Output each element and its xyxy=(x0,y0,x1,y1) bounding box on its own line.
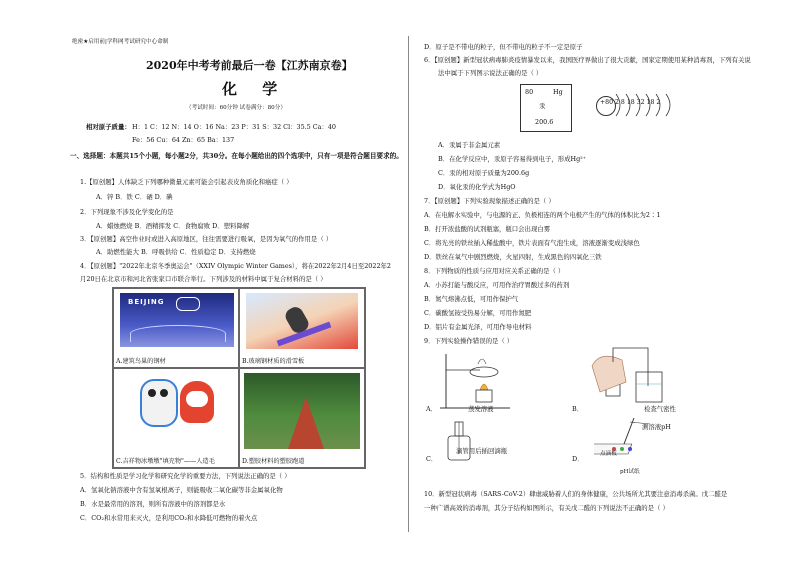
airtightness-apparatus-icon xyxy=(586,342,676,408)
q7-option-d: D．铁丝在氧气中剧烈燃烧，火星四射，生成黑色的四氧化三铁 xyxy=(424,253,602,261)
column-divider xyxy=(408,36,409,532)
caption-a: A.建筑鸟巢的钢材 xyxy=(116,357,166,365)
q6-option-b: B．在化学反应中，汞原子容易得到电子，形成Hg²⁺ xyxy=(438,155,587,163)
q8-option-c: C．碳酸氢铵受热易分解，可用作氮肥 xyxy=(424,309,532,317)
q8-option-b: B．氮气熔沸点低，可用作保护气 xyxy=(424,295,519,303)
stadium-outline-icon xyxy=(130,325,226,342)
q8-option-d: D．铝片有金属光泽，可用作导电材料 xyxy=(424,323,532,331)
question-2: 2．下列现象不涉及化学变化的是 xyxy=(80,208,174,216)
track-path-icon xyxy=(288,397,324,449)
atomic-mass: 200.6 xyxy=(535,118,554,126)
caption-d: D.塑胶材料的塑胶跑道 xyxy=(242,457,305,465)
question-5-option-b: B．水是最常用的溶剂，则所有溶液中的溶剂都是水 xyxy=(80,500,226,508)
q9-caption-c: 滴管用后插回滴瓶 xyxy=(456,447,508,455)
question-10-line1: 10．新型冠状病毒（SARS-CoV-2）肆虐威胁着人们的身体健康，公共场所尤其要注意消毒杀菌。戊二醛是 xyxy=(424,490,728,498)
section-one-heading: 一、选择题：本题共15个小题，每小题2分，共30分。在每小题给出的四个选项中，只有一项是符合题目要求的。 xyxy=(70,152,403,160)
image-cell-b xyxy=(239,288,365,368)
question-10-line2: 一种广谱高效的消毒剂，其分子结构如图所示，有关戊二醛的下列说法不正确的是（ ） xyxy=(424,504,669,512)
element-symbol: Hg xyxy=(553,88,563,96)
spot-plate-label: 点滴板 xyxy=(600,451,617,457)
running-track-photo xyxy=(244,373,360,449)
right-column xyxy=(424,0,751,562)
question-1-options: A．锌 B．铁 C．硒 D．碘 xyxy=(96,193,173,201)
question-5-option-c: C．CO₂和水常用来灭火，是利用CO₂和水降低可燃物的着火点 xyxy=(80,514,258,522)
snowboarder-photo xyxy=(246,293,358,349)
question-8: 8．下列物质的性质与应用对应关系正确的是（ ） xyxy=(424,267,565,275)
image-cell-d xyxy=(239,368,365,468)
q9-label-d: D． xyxy=(572,455,584,463)
question-6-line2: 法中属于下列图示说法正确的是（ ） xyxy=(438,69,543,77)
watermark: 绝密★启用前|学科网考试研究中心命制 xyxy=(72,39,169,45)
q9-caption-a: 蒸发溶液 xyxy=(468,405,494,413)
question-2-options: A．蜡烛燃烧 B．酒精挥发 C．食物腐败 D．塑料降解 xyxy=(96,222,250,230)
question-4-option-d: D．原子是不带电的粒子，但不带电的粒子不一定是原子 xyxy=(424,43,583,51)
q7-option-b: B．打开浓盐酸的试剂瓶塞，瓶口会出现白雾 xyxy=(424,225,551,233)
q6-option-c: C．汞的相对原子质量为200.6g xyxy=(438,169,530,177)
q9-label-b: B． xyxy=(572,405,584,413)
left-column xyxy=(70,0,403,562)
question-4-line2: 月20日在北京市和河北省张家口市联合举行。下列涉及的材料中属于复合材料的是（ ） xyxy=(80,275,327,283)
q8-option-a: A．小苏打能与酸反应，可用作治疗胃酸过多的药剂 xyxy=(424,281,570,289)
atomic-number: 80 xyxy=(525,88,534,96)
dropper-bottle-icon xyxy=(440,418,480,464)
q6-option-d: D．氧化汞的化学式为HgO xyxy=(438,183,516,191)
q7-option-a: A．在电解水实验中，与电源的正、负极相连的两个电极产生的气体的体积比为2∶1 xyxy=(424,211,661,219)
caption-c: C.吉祥物冰墩墩"填充物"——人造毛 xyxy=(116,457,215,465)
evaporation-apparatus-icon xyxy=(440,350,520,412)
mercury-element-card xyxy=(520,84,572,132)
question-6-line1: 6．【原创题】新型冠状病毒肺炎疫情暴发以来，我国医疗界做出了很大贡献，国家定期使用某种消毒剂，下列有关说 xyxy=(424,56,751,64)
q7-option-c: C．将光亮的铁丝插入稀盐酸中，铁片表面有气泡生成，溶液逐渐变成浅绿色 xyxy=(424,239,640,247)
question-3-options: A．助燃性能大 B．呼吸供给 C．性质稳定 D．支持燃烧 xyxy=(96,248,256,256)
q9-label-c: C． xyxy=(426,455,438,463)
q9-caption-b: 检查气密性 xyxy=(644,405,676,413)
caption-b: B.玻璃钢材质的滑雪板 xyxy=(242,357,305,365)
question-3: 3．【原创题】高空作业时或进入高原地区，往往需要进行吸氧，是因为氧气的作用是（ ） xyxy=(80,235,333,243)
question-4-line1: 4．【原创题】"2022年北京冬季奥运会"（XXIV Olympic Winter Games），将在2022年2月4日至2022年2 xyxy=(80,262,391,270)
q9-caption-d: 测溶液pH xyxy=(642,423,671,431)
winter-games-logo-icon xyxy=(176,297,200,311)
image-cell-c xyxy=(113,368,239,468)
q9-label-a: A． xyxy=(426,405,438,413)
question-7: 7．【原创题】下列实验现象描述正确的是（ ） xyxy=(424,197,555,205)
atomic-masses-line1: H：1 C：12 N：14 O：16 Na：23 P：31 S：32 Cl：35.5 Ca：40 xyxy=(132,123,336,131)
shell-configuration: +80 2 8 18 32 18 2 xyxy=(600,99,661,106)
image-cell-a xyxy=(113,288,239,368)
ph-paper-label: pH试纸 xyxy=(620,469,640,475)
question-1: 1.【原创题】人体缺乏下列哪种微量元素可能会引起表皮角质化和癌症（ ） xyxy=(80,178,293,186)
question-5-option-a: A．氢氧化钠溶液中含有氢氧根离子，则能吸收二氧化碳等非金属氧化物 xyxy=(80,486,283,494)
bing-dwen-dwen-mascot-icon xyxy=(140,379,178,427)
element-name: 汞 xyxy=(539,102,546,110)
beijing-logo-text: BEIJING xyxy=(128,298,165,306)
exam-meta: （考试时间：60分钟 试卷满分：80分） xyxy=(186,105,286,111)
question-9: 9．下列实验操作错误的是（ ） xyxy=(424,337,514,345)
birds-nest-photo xyxy=(120,293,234,347)
materials-image-grid xyxy=(112,287,366,469)
subject-title: 化 学 xyxy=(222,80,288,98)
atomic-label: 相对原子质量： xyxy=(86,123,131,131)
question-5: 5．结构和性质是学习化学和研究化学的重要方法，下列说法正确的是（ ） xyxy=(80,472,291,480)
exam-title: 2020年中考考前最后一卷【江苏南京卷】 xyxy=(146,59,353,72)
shuey-rhon-rhon-mascot-icon xyxy=(180,381,214,423)
q6-option-a: A．汞属于非金属元素 xyxy=(438,141,501,149)
atomic-masses-line2: Fe：56 Cu：64 Zn：65 Ba：137 xyxy=(132,136,235,144)
